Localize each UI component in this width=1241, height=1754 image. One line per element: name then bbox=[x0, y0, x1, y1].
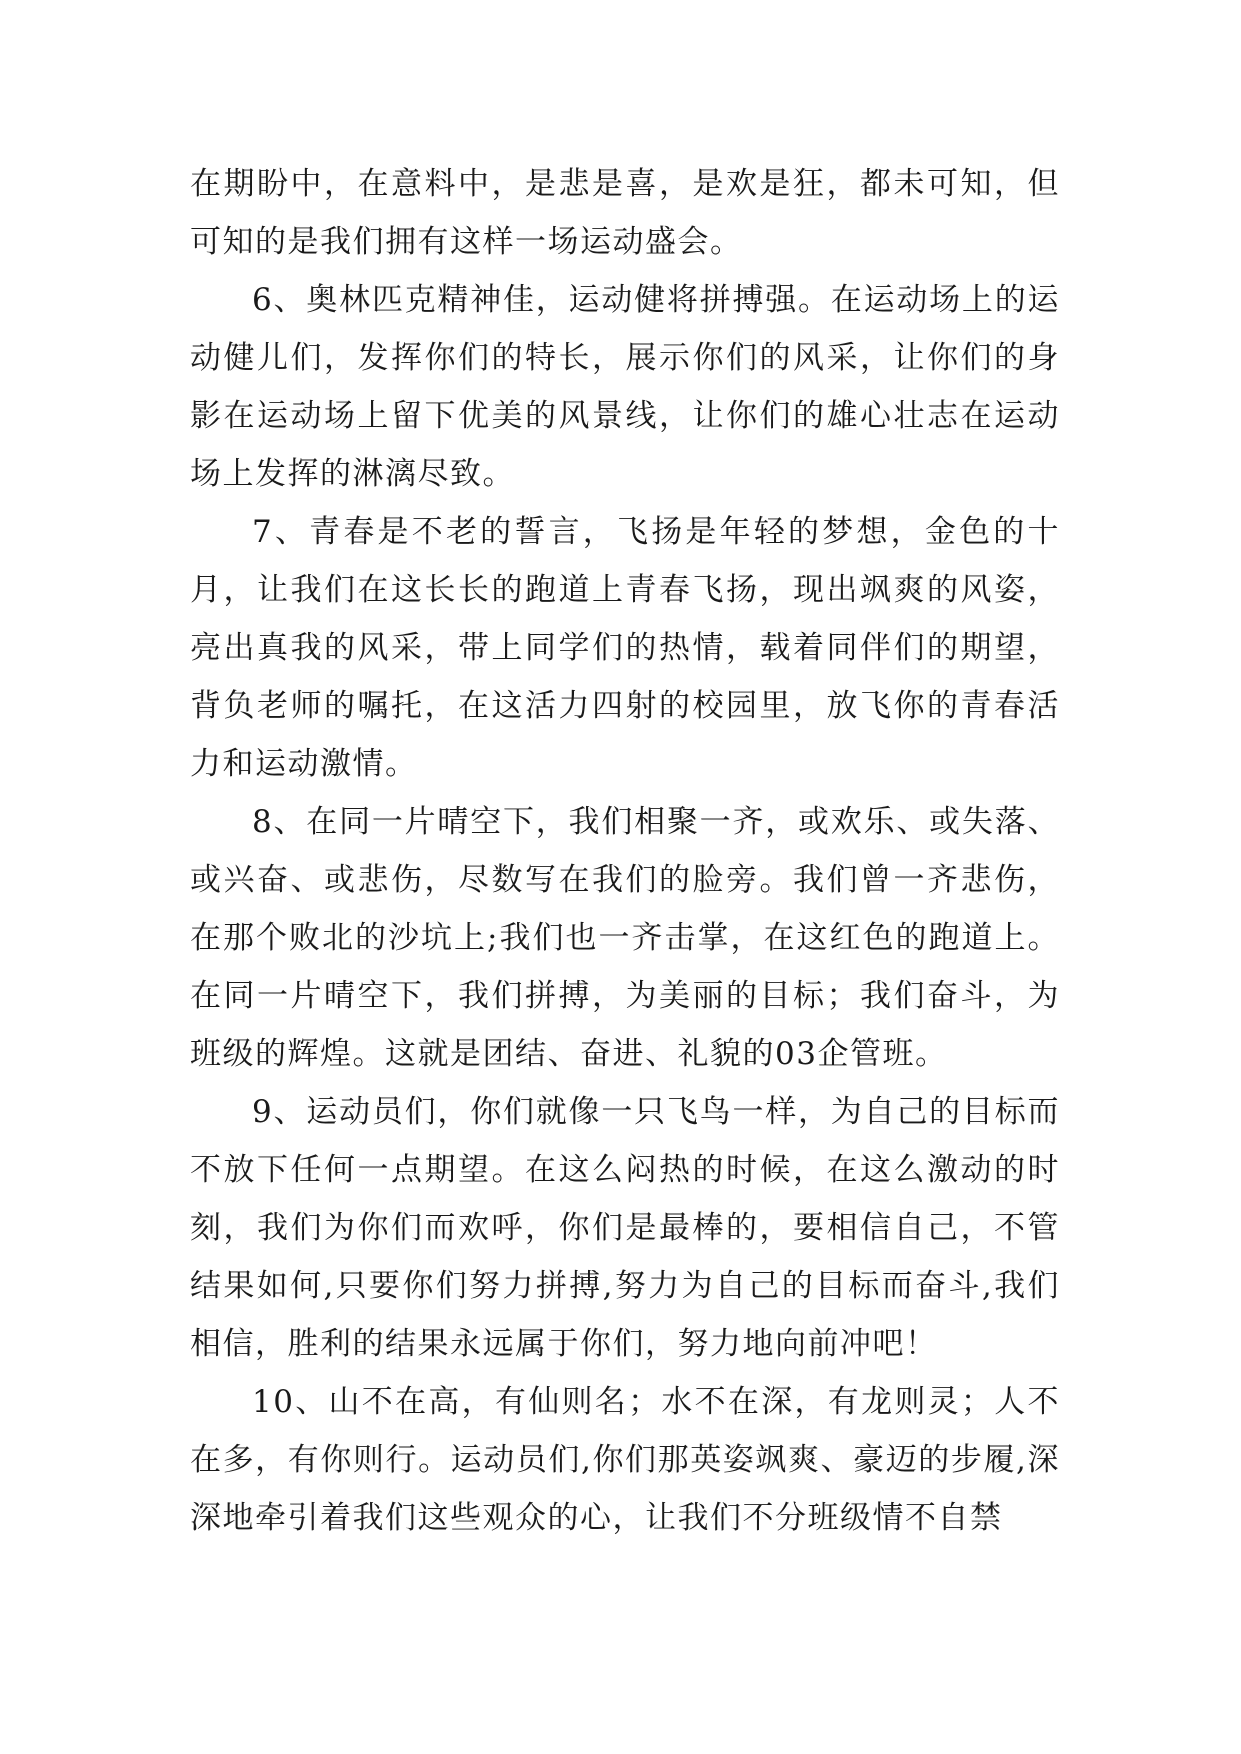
paragraph-item-6: 6、奥林匹克精神佳，运动健将拼搏强。在运动场上的运动健儿们，发挥你们的特长，展示你们的风采，让你们的身影在运动场上留下优美的风景线，让你们的雄心壮志在运动场上发挥的淋漓尽致。 bbox=[190, 282, 1060, 492]
paragraph-item-10: 10、山不在高，有仙则名；水不在深，有龙则灵；人不在多，有你则行。运动员们,你们那英姿飒爽、豪迈的步履,深深地牵引着我们这些观众的心，让我们不分班级情不自禁 bbox=[190, 1384, 1060, 1536]
paragraph-item-8: 8、在同一片晴空下，我们相聚一齐，或欢乐、或失落、或兴奋、或悲伤，尽数写在我们的脸旁。我们曾一齐悲伤，在那个败北的沙坑上;我们也一齐击掌，在这红色的跑道上。在同一片晴空下，我们拼搏，为美丽的目标；我们奋斗，为班级的辉煌。这就是团结、奋进、礼貌的03企管班。 bbox=[190, 804, 1060, 1072]
paragraph-item-9: 9、运动员们，你们就像一只飞鸟一样，为自己的目标而不放下任何一点期望。在这么闷热的时候，在这么激动的时刻，我们为你们而欢呼，你们是最棒的，要相信自己，不管结果如何,只要你们努力拼搏,努力为自己的目标而奋斗,我们相信，胜利的结果永远属于你们，努力地向前冲吧！ bbox=[190, 1094, 1060, 1362]
paragraph-continuation: 在期盼中，在意料中，是悲是喜，是欢是狂，都未可知，但可知的是我们拥有这样一场运动盛会。 bbox=[190, 166, 1060, 260]
document-body bbox=[190, 155, 1060, 1547]
paragraph-item-7: 7、青春是不老的誓言，飞扬是年轻的梦想，金色的十月，让我们在这长长的跑道上青春飞扬，现出飒爽的风姿，亮出真我的风采，带上同学们的热情，载着同伴们的期望，背负老师的嘱托，在这活力四射的校园里，放飞你的青春活力和运动激情。 bbox=[190, 514, 1060, 782]
